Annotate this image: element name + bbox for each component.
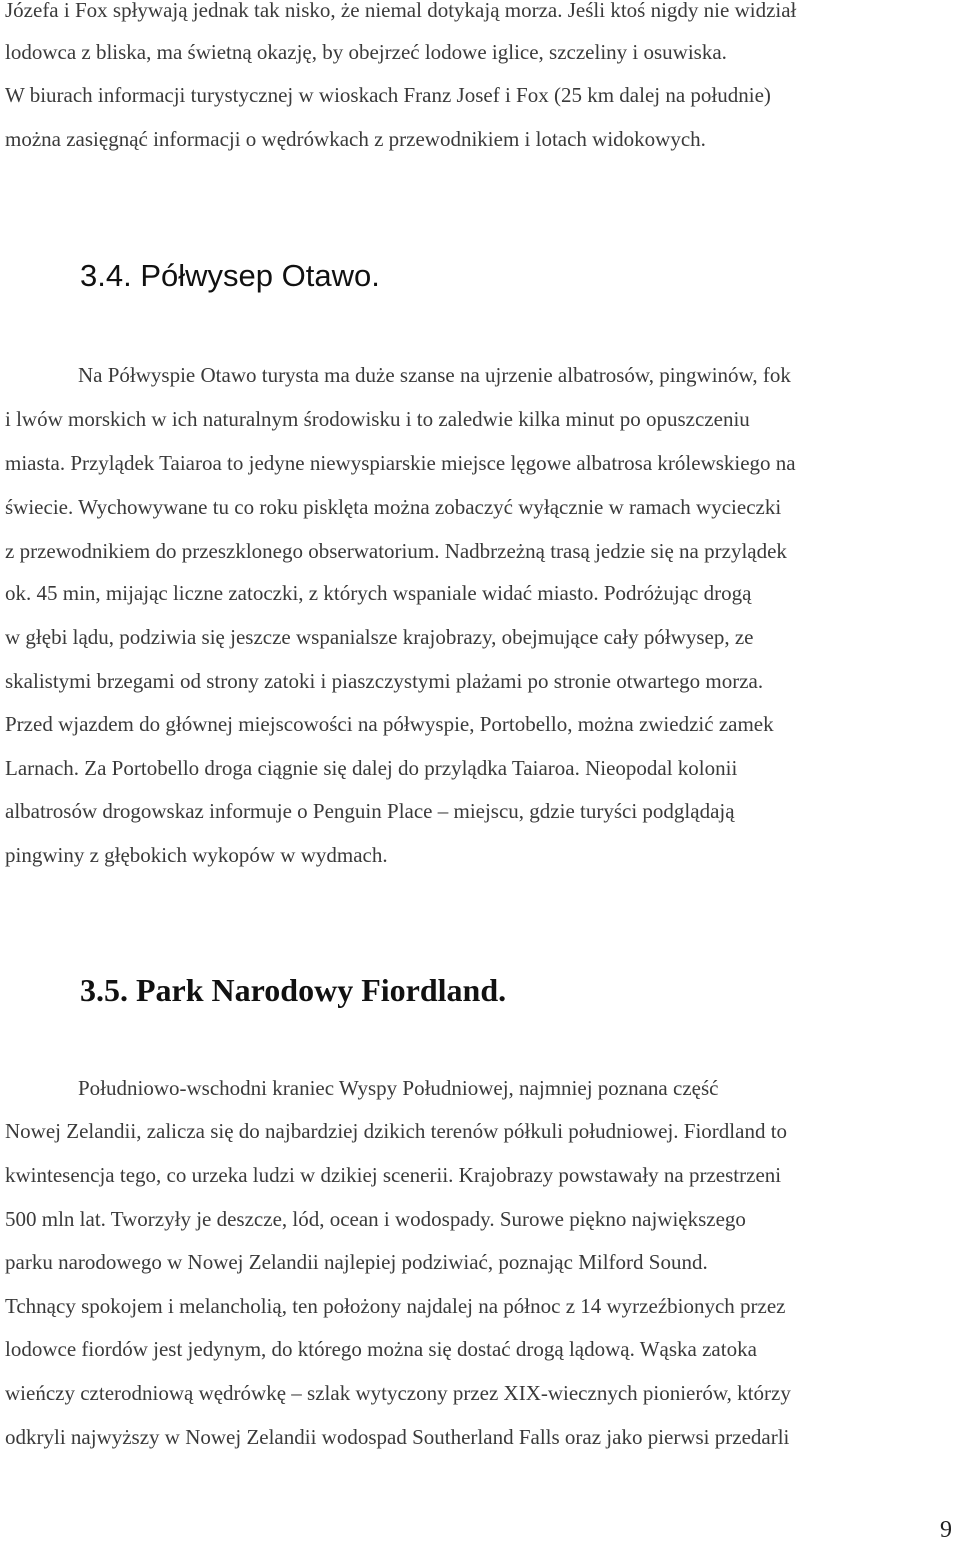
page-number: 9 — [940, 1517, 952, 1543]
section-heading: 3.5. Park Narodowy Fiordland. — [80, 972, 507, 1008]
text-line: lodowce fiordów jest jedynym, do którego można się dostać drogą lądową. Wąska zatoka — [5, 1337, 757, 1361]
text-line: miasta. Przylądek Taiaroa to jedyne niewyspiarskie miejsce lęgowe albatrosa królewskiego na — [5, 451, 796, 475]
text-line: 500 mln lat. Tworzyły je deszcze, lód, ocean i wodospady. Surowe piękno największego — [5, 1207, 746, 1231]
text-line: parku narodowego w Nowej Zelandii najlepiej podziwiać, poznając Milford Sound. — [5, 1250, 708, 1274]
text-line: W biurach informacji turystycznej w wioskach Franz Josef i Fox (25 km dalej na południe) — [5, 83, 771, 107]
text-line: można zasięgnąć informacji o wędrówkach z przewodnikiem i lotach widokowych. — [5, 127, 706, 151]
text-line: pingwiny z głębokich wykopów w wydmach. — [5, 843, 388, 867]
text-line: Nowej Zelandii, zalicza się do najbardziej dzikich terenów półkuli południowej. Fiordland to — [5, 1119, 788, 1143]
text-line: Na Półwyspie Otawo turysta ma duże szanse na ujrzenie albatrosów, pingwinów, fok — [78, 363, 791, 387]
text-line: skalistymi brzegami od strony zatoki i piaszczystymi plażami po stronie otwartego morza. — [5, 669, 764, 693]
section-heading: 3.4. Półwysep Otawo. — [80, 258, 380, 293]
text-line: odkryli najwyższy w Nowej Zelandii wodospad Southerland Falls oraz jako pierwsi przedarli — [5, 1425, 790, 1449]
text-line: kwintesencja tego, co urzeka ludzi w dzikiej scenerii. Krajobrazy powstawały na przestrzeni — [5, 1163, 782, 1187]
text-line: i lwów morskich w ich naturalnym środowisku i to zaledwie kilka minut po opuszczeniu — [5, 407, 750, 431]
text-line: z przewodnikiem do przeszklonego obserwatorium. Nadbrzeżną trasą jedzie się na przylądek — [5, 539, 787, 563]
text-line: Przed wjazdem do głównej miejscowości na półwyspie, Portobello, można zwiedzić zamek — [5, 712, 774, 736]
text-line: wieńczy czterodniową wędrówkę – szlak wytyczony przez XIX-wiecznych pionierów, którzy — [5, 1381, 791, 1405]
text-line: ok. 45 min, mijając liczne zatoczki, z których wspaniale widać miasto. Podróżując drogą — [5, 581, 752, 605]
text-line: Południowo-wschodni kraniec Wyspy Południowej, najmniej poznana część — [78, 1076, 719, 1100]
text-line: w głębi lądu, podziwia się jeszcze wspanialsze krajobrazy, obejmujące cały półwysep, ze — [5, 625, 754, 649]
text-line: albatrosów drogowskaz informuje o Penguin Place – miejscu, gdzie turyści podglądają — [5, 799, 735, 823]
text-line: Józefa i Fox spływają jednak tak nisko, że niemal dotykają morza. Jeśli ktoś nigdy nie widział — [5, 0, 797, 22]
text-line: lodowca z bliska, ma świetną okazję, by obejrzeć lodowe iglice, szczeliny i osuwiska. — [5, 40, 727, 64]
text-line: Tchnący spokojem i melancholią, ten położony najdalej na północ z 14 wyrzeźbionych przez — [5, 1294, 786, 1318]
text-line: świecie. Wychowywane tu co roku pisklęta można zobaczyć wyłącznie w ramach wycieczki — [5, 495, 782, 519]
text-line: Larnach. Za Portobello droga ciągnie się dalej do przylądka Taiaroa. Nieopodal kolonii — [5, 756, 738, 780]
